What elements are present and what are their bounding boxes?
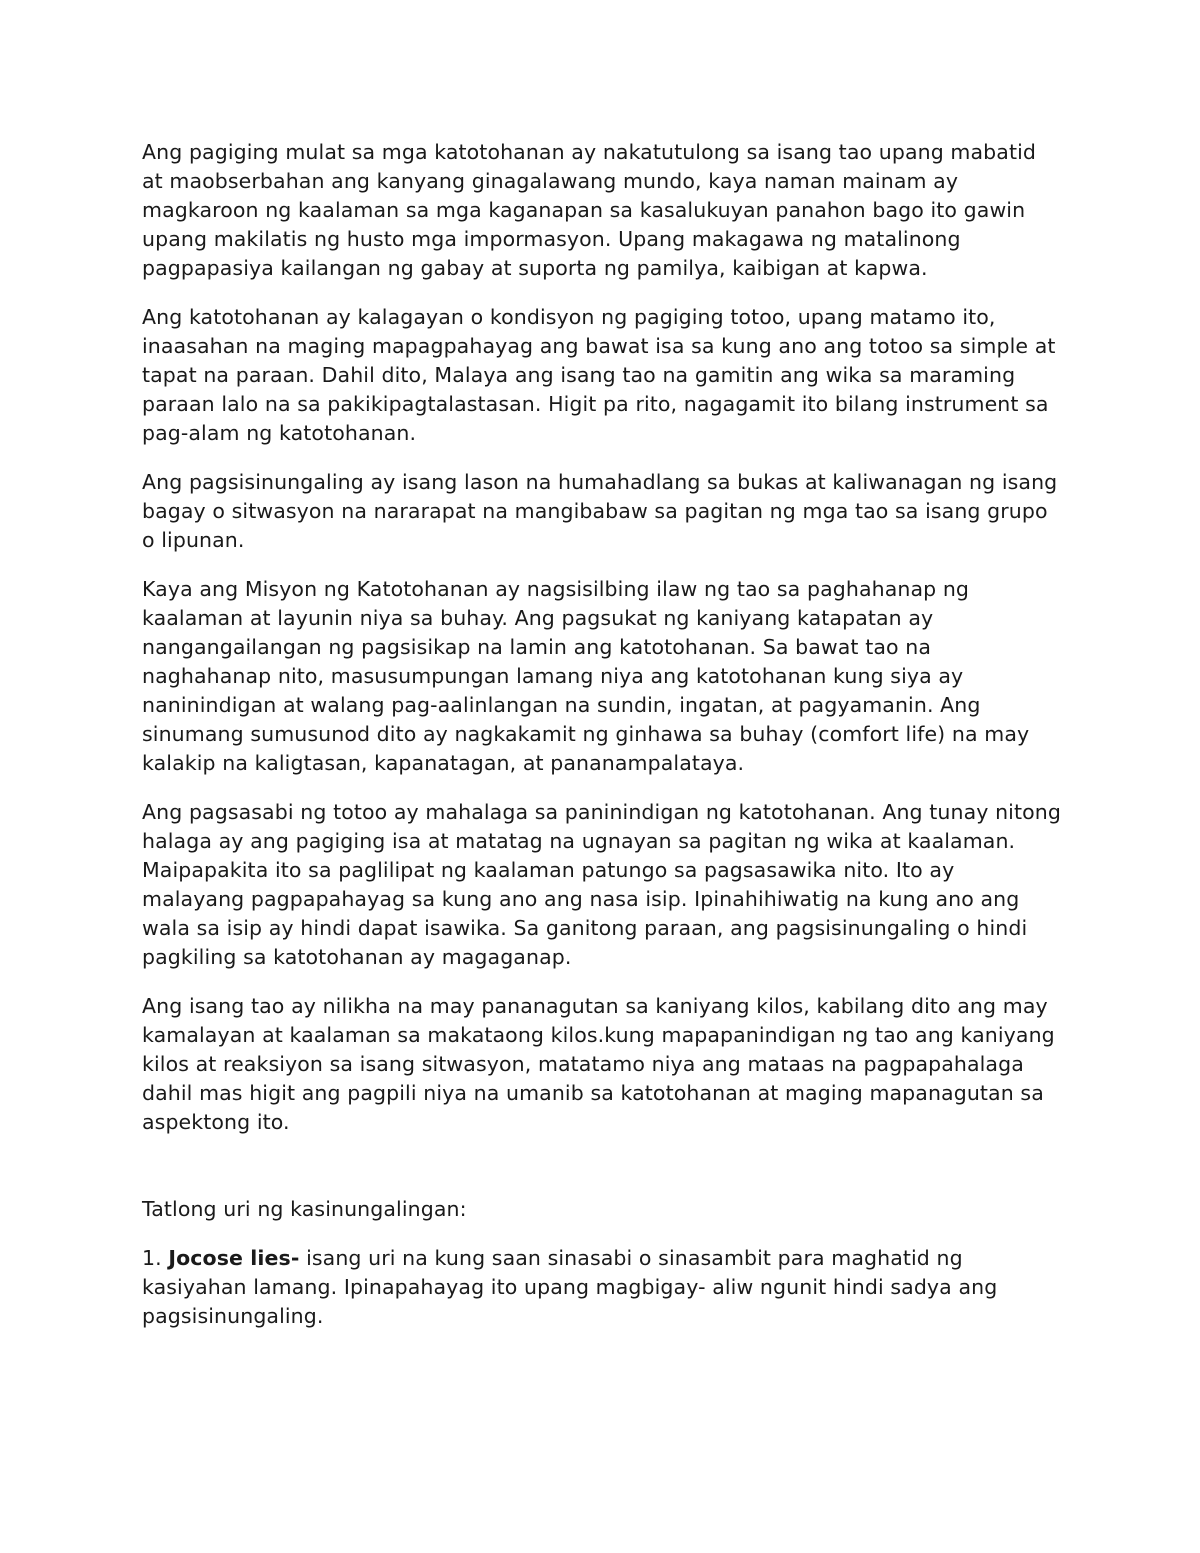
- document-body: [142, 138, 1062, 1351]
- paragraph-5: Ang pagsasabi ng totoo ay mahalaga sa paninindigan ng katotohanan. Ang tunay nitong halaga ay ang pagiging isa at matatag na ugnayan sa pagitan ng wika at kaalaman. Maipapakita ito sa paglilipat ng kaalaman patungo sa pagsasawika nito. Ito ay malayang pagpapahayag sa kung ano ang nasa isip. Ipinahihiwatig na kung ano ang wala sa isip ay hindi dapat isawika. Sa ganitong paraan, ang pagsisinungaling o hindi pagkiling sa katotohanan ay magaganap.: [142, 800, 1061, 969]
- list-heading: Tatlong uri ng kasinungalingan:: [142, 1197, 467, 1221]
- paragraph-6: Ang isang tao ay nilikha na may pananagutan sa kaniyang kilos, kabilang dito ang may kamalayan at kaalaman sa makataong kilos.kung mapapanindigan ng tao ang kaniyang kilos at reaksiyon sa isang sitwasyon, matatamo niya ang mataas na pagpapahalaga dahil mas higit ang pagpili niya na umanib sa katotohanan at maging mapanagutan sa aspektong ito.: [142, 994, 1055, 1134]
- list-item-text: isang uri na kung saan sinasabi o sinasambit para maghatid ng kasiyahan lamang. Ipinapahayag ito upang magbigay- aliw ngunit hindi sadya ang pagsisinungaling.: [142, 1246, 998, 1328]
- paragraph-1: Ang pagiging mulat sa mga katotohanan ay nakatutulong sa isang tao upang mabatid at maobserbahan ang kanyang ginagalawang mundo, kaya naman mainam ay magkaroon ng kaalaman sa mga kaganapan sa kasalukuyan panahon bago ito gawin upang makilatis ng husto mga impormasyon. Upang makagawa ng matalinong pagpapasiya kailangan ng gabay at suporta ng pamilya, kaibigan at kapwa.: [142, 140, 1036, 280]
- paragraph-2: Ang katotohanan ay kalagayan o kondisyon ng pagiging totoo, upang matamo ito, inaasahan na maging mapagpahayag ang bawat isa sa kung ano ang totoo sa simple at tapat na paraan. Dahil dito, Malaya ang isang tao na gamitin ang wika sa maraming paraan lalo na sa pakikipagtalastasan. Higit pa rito, nagagamit ito bilang instrument sa pag-alam ng katotohanan.: [142, 305, 1056, 445]
- blank-line: [142, 1157, 1062, 1195]
- list-item-number: 1.: [142, 1246, 162, 1270]
- paragraph-3: Ang pagsisinungaling ay isang lason na humahadlang sa bukas at kaliwanagan ng isang bagay o sitwasyon na nararapat na mangibabaw sa pagitan ng mga tao sa isang grupo o lipunan.: [142, 470, 1058, 552]
- paragraph-4: Kaya ang Misyon ng Katotohanan ay nagsisilbing ilaw ng tao sa paghahanap ng kaalaman at layunin niya sa buhay. Ang pagsukat ng kaniyang katapatan ay nangangailangan ng pagsisikap na lamin ang katotohanan. Sa bawat tao na naghahanap nito, masusumpungan lamang niya ang katotohanan kung siya ay naninindigan at walang pag-aalinlangan na sundin, ingatan, at pagyamanin. Ang sinumang sumusunod dito ay nagkakamit ng ginhawa sa buhay (comfort life) na may kalakip na kaligtasan, kapanatagan, at pananampalataya.: [142, 577, 1030, 775]
- list-item: [142, 1244, 1062, 1331]
- list-item-term: Jocose lies-: [168, 1246, 300, 1270]
